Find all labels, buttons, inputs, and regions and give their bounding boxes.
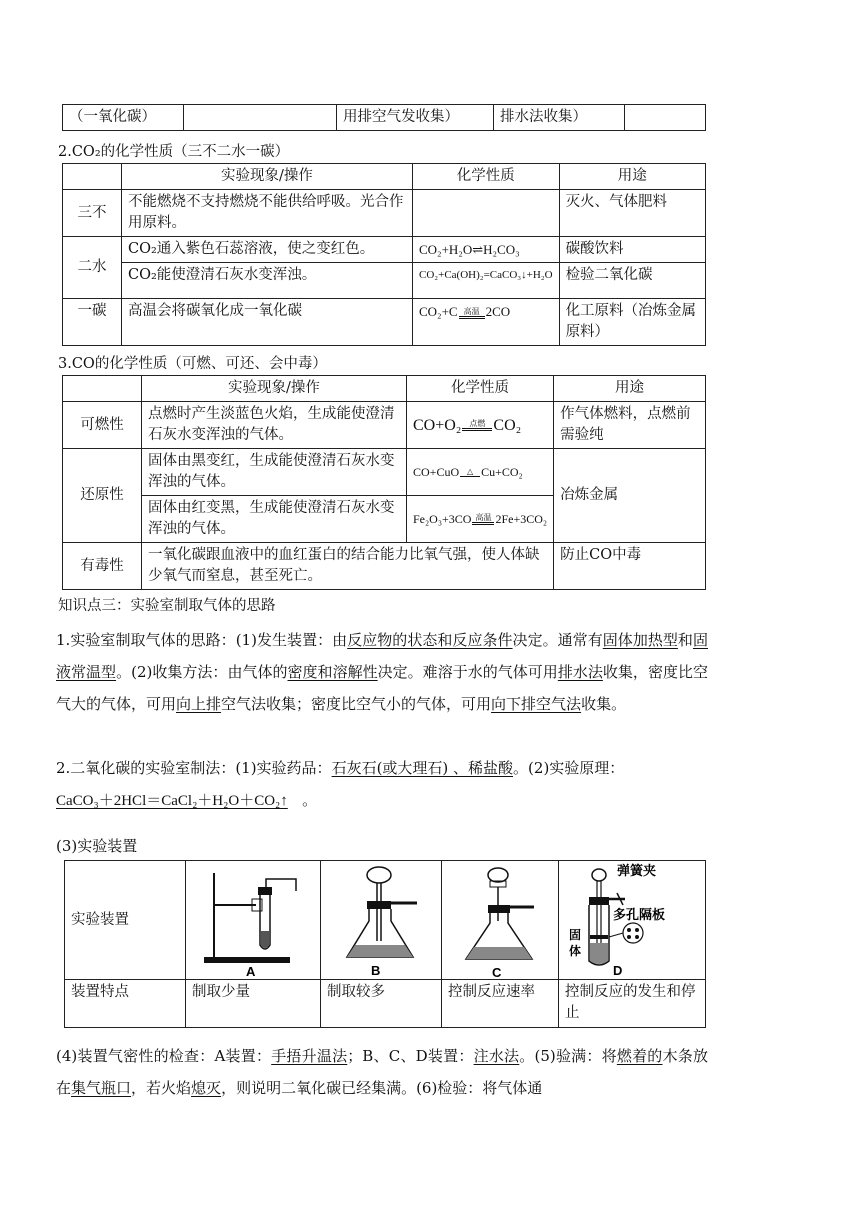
table-cell: 排水法收集） [494, 105, 625, 131]
equation-cell [407, 496, 554, 543]
table-row [65, 861, 706, 980]
apparatus-a-diagram [186, 861, 320, 979]
underlined-answer: 向上排 [176, 695, 222, 713]
table-row [63, 263, 706, 299]
paragraph-gas-prep-ideas [56, 624, 708, 720]
equation-left: CO+O₂ [413, 416, 462, 434]
table-row [63, 237, 706, 263]
porous-plate-label: 多孔隔板 [613, 908, 666, 923]
paragraph-apparatus-title: (3)实验装置 [56, 837, 138, 855]
paragraph-co2-lab-method [56, 752, 708, 817]
phenomenon-cell: 固体由红变黑，生成能使澄清石灰水变浑浊的气体。 [142, 496, 407, 543]
underlined-answer: 反应物的状态和反应条件 [347, 631, 513, 649]
text-run: 和 [677, 631, 693, 649]
equals-bar [460, 476, 480, 477]
phenomenon-cell: CO₂通入紫色石蕊溶液，使之变红色。 [122, 237, 413, 263]
reaction-condition [472, 514, 494, 525]
underlined-answer: 排水法 [557, 663, 603, 681]
top-partial-table [62, 104, 706, 131]
text-run: 1.实验室制取气体的思路：(1)发生装置：由 [56, 631, 348, 649]
underlined-answer: 固液常温型 [56, 631, 708, 681]
feature-cell: 控制反应的发生和停止 [559, 980, 706, 1028]
phenomenon-cell: 点燃时产生淡蓝色火焰，生成能使澄清石灰水变浑浊的气体。 [142, 402, 407, 449]
text-run: 空气法收集；密度比空气小的气体，可用 [221, 695, 492, 713]
table-cell: 用排空气发收集） [337, 105, 494, 131]
column-header: 实验现象/操作 [122, 164, 413, 190]
table-header-row [63, 164, 706, 190]
row-label: 一碳 [63, 299, 122, 346]
use-cell: 作气体燃料，点燃前需验纯 [554, 402, 706, 449]
apparatus-b-diagram [321, 861, 441, 979]
text-run: (4)装置气密性的检查：A装置： [56, 1047, 272, 1065]
condition-text: 点燃 [469, 419, 486, 429]
spring-clip-label: 弹簧夹 [617, 864, 657, 879]
apparatus-letter: C [492, 965, 502, 979]
table-row [65, 980, 706, 1028]
row-label: 有毒性 [63, 543, 142, 590]
equation-right: Cu+CO₂ [481, 464, 523, 479]
underlined-answer: 手捂升温法 [271, 1047, 348, 1065]
use-cell: 灭火、气体肥料 [559, 190, 705, 237]
apparatus-d-diagram [559, 861, 695, 979]
feature-cell: 控制反应速率 [442, 980, 559, 1028]
text-run: ，则说明二氧化碳已经集满。(6)检验：将气体通 [221, 1079, 543, 1097]
row-label: 三不 [63, 190, 122, 237]
apparatus-letter: D [613, 963, 623, 978]
paragraph-airtightness-check [56, 1040, 708, 1104]
column-header: 化学性质 [407, 376, 554, 402]
column-header: 用途 [554, 376, 706, 402]
phenomenon-cell: 一氧化碳跟血液中的血红蛋白的结合能力比氧气强，使人体缺少氧气而窒息，甚至死亡。 [142, 543, 554, 590]
equation-cell [407, 449, 554, 496]
table-row [63, 449, 706, 496]
table-row [63, 190, 706, 237]
text-run: 收集。 [581, 695, 627, 713]
use-cell: 化工原料（冶炼金属原料） [559, 299, 705, 346]
text-run: 。 [302, 791, 318, 809]
reaction-condition [459, 308, 485, 319]
equation-left: CO₂+C [419, 304, 458, 319]
table-cell [625, 105, 706, 131]
equation-cell: CO₂+H₂O⇌H₂CO₃ [413, 237, 560, 263]
apparatus-a-cell [186, 861, 321, 980]
table-header-row [63, 376, 706, 402]
underlined-answer: 石灰石(或大理石) 、稀盐酸 [331, 759, 514, 777]
apparatus-c-cell [442, 861, 559, 980]
text-run: ，若火焰 [131, 1079, 192, 1097]
row-label: 实验装置 [65, 861, 186, 980]
text-run: ；B、C、D装置： [347, 1047, 474, 1065]
equation-right: 2CO [485, 304, 511, 319]
co-properties-table [62, 375, 706, 590]
row-label: 还原性 [63, 449, 142, 543]
table-row [63, 105, 706, 131]
phenomenon-cell: 固体由黑变红，生成能使澄清石灰水变浑浊的气体。 [142, 449, 407, 496]
underlined-answer: 燃着的 [616, 1047, 663, 1065]
use-cell: 检验二氧化碳 [559, 263, 705, 299]
column-header: 用途 [559, 164, 705, 190]
equation-cell [413, 299, 560, 346]
row-label: 二水 [63, 237, 122, 299]
equation-cell [407, 402, 554, 449]
text-run: 。(5)验满：将 [519, 1047, 617, 1065]
feature-cell: 制取较多 [321, 980, 442, 1028]
underlined-answer: 熄灭 [191, 1079, 222, 1097]
equals-bar [459, 316, 485, 319]
phenomenon-cell: 高温会将碳氧化成一氧化碳 [122, 299, 413, 346]
table-row [63, 402, 706, 449]
apparatus-table [64, 860, 706, 1028]
column-header: 化学性质 [413, 164, 560, 190]
table-row [63, 299, 706, 346]
section-heading-kp3: 知识点三：实验室制取气体的思路 [58, 598, 276, 614]
underlined-answer: 密度和溶解性 [287, 663, 378, 681]
solid-label-1: 固 [569, 928, 582, 942]
text-run: 决定。通常有 [512, 631, 603, 649]
reaction-condition [462, 420, 492, 431]
table-cell [63, 376, 142, 402]
apparatus-b-cell [321, 861, 442, 980]
table-cell [63, 164, 122, 190]
text-run: 收集，密度比空气大的气体，可用 [56, 663, 708, 713]
equation-right: CO₂ [493, 416, 522, 434]
condition-text: △ [467, 467, 474, 477]
text-run: 决定。难溶于水的气体可用 [377, 663, 558, 681]
table-cell: （一氧化碳） [63, 105, 184, 131]
phenomenon-cell: CO₂能使澄清石灰水变浑浊。 [122, 263, 413, 299]
table-cell [184, 105, 337, 131]
phenomenon-cell: 不能燃烧不支持燃烧不能供给呼吸。光合作用原料。 [122, 190, 413, 237]
text-run: 木条放在 [56, 1047, 708, 1097]
use-cell: 防止CO中毒 [554, 543, 706, 590]
section-heading-co: 3.CO的化学性质（可燃、可还、会中毒） [58, 356, 327, 372]
underlined-answer: 注水法 [473, 1047, 520, 1065]
equals-bar [462, 428, 492, 431]
row-label: 可燃性 [63, 402, 142, 449]
row-label: 装置特点 [65, 980, 186, 1028]
reaction-condition [460, 468, 480, 477]
condition-text: 高温 [463, 306, 480, 316]
equals-bar [472, 522, 494, 525]
apparatus-letter: B [371, 963, 381, 978]
underlined-answer: 集气瓶口 [71, 1079, 132, 1097]
use-cell: 碳酸饮料 [559, 237, 705, 263]
solid-label-2: 体 [569, 944, 582, 958]
equation-cell: CO₂+Ca(OH)₂=CaCO₃↓+H₂O [413, 263, 560, 299]
text-run: 。(2)实验原理： [513, 759, 625, 777]
condition-text: 高温 [475, 513, 492, 523]
section-heading-co2: 2.CO₂的化学性质（三不二水一碳） [58, 144, 290, 160]
table-row [63, 543, 706, 590]
equation-right: 2Fe+3CO₂ [495, 511, 548, 526]
feature-cell: 制取少量 [186, 980, 321, 1028]
apparatus-letter: A [246, 964, 256, 979]
apparatus-d-cell [559, 861, 706, 980]
underlined-equation: CaCO₃＋2HCl＝CaCl₂＋H₂O＋CO₂↑ [56, 793, 288, 809]
underlined-answer: 固体加热型 [602, 631, 678, 649]
equation-left: Fe₂O₃+3CO [413, 511, 472, 526]
use-cell: 冶炼金属 [554, 449, 706, 543]
column-header: 实验现象/操作 [142, 376, 407, 402]
property-cell [413, 190, 560, 237]
text-run: 2.二氧化碳的实验室制法：(1)实验药品： [56, 759, 332, 777]
equation-left: CO+CuO [413, 464, 460, 479]
co2-properties-table [62, 163, 706, 346]
underlined-answer: 向下排空气法 [491, 695, 582, 713]
text-run: 。(2)收集方法：由气体的 [116, 663, 288, 681]
apparatus-c-diagram [442, 861, 558, 979]
